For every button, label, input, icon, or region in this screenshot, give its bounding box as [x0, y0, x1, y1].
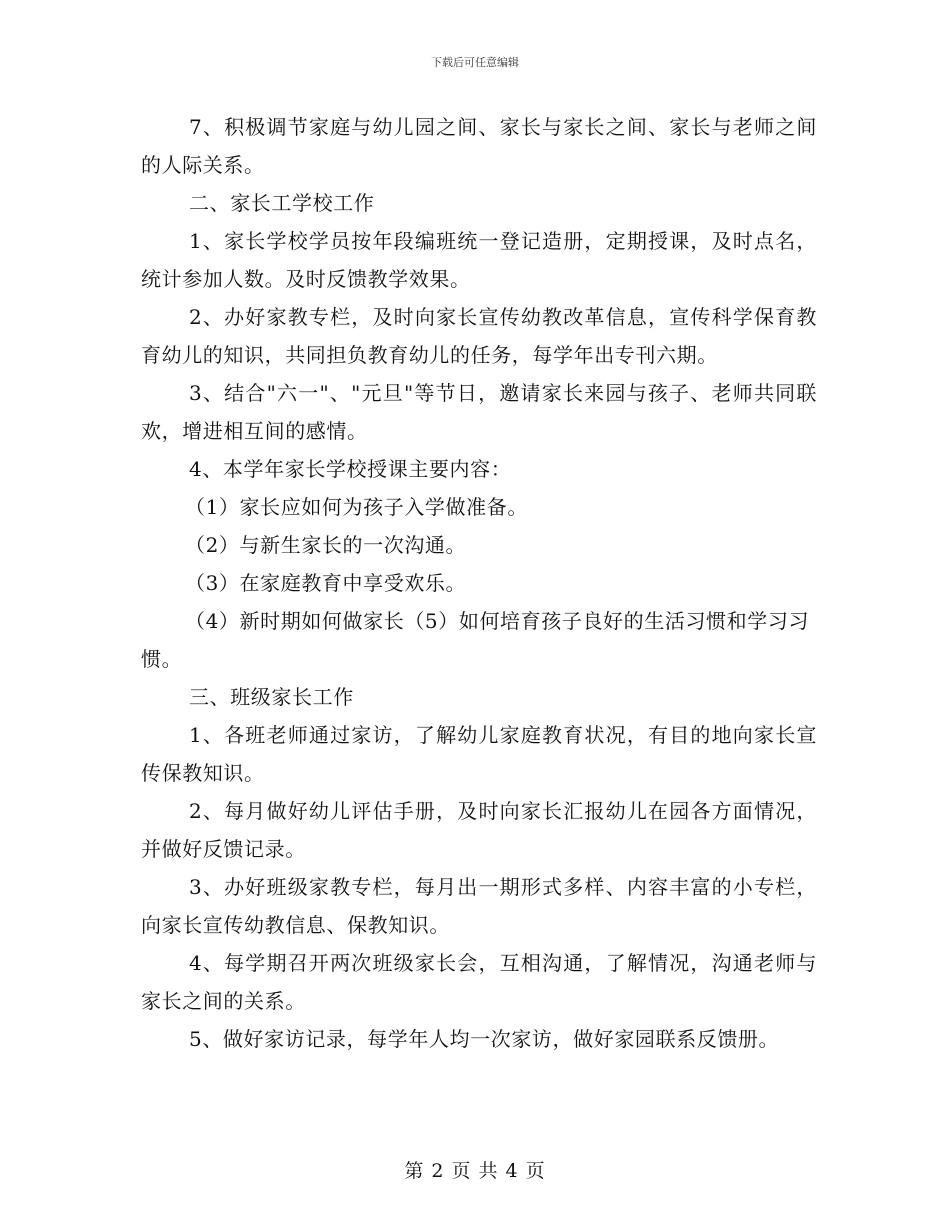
sub-item-1: （1）家长应如何为孩子入学做准备。: [185, 495, 528, 519]
paragraph-class-1: 1、各班老师通过家访，了解幼儿家庭教育状况，有目的地向家长宣传保教知识。: [141, 723, 817, 785]
paragraph-school-3: 3、结合"六一"、"元旦"等节日，邀请家长来园与孩子、老师共同联欢，增进相互间的感情。: [141, 381, 817, 443]
paragraph-class-4: 4、每学期召开两次班级家长会，互相沟通，了解情况，沟通老师与家长之间的关系。: [141, 951, 817, 1013]
sub-item-2: （2）与新生家长的一次沟通。: [185, 533, 467, 557]
section-heading-parents-school: 二、家长工学校工作: [189, 191, 375, 215]
paragraph-school-4: 4、本学年家长学校授课主要内容：: [189, 457, 512, 481]
sub-item-4-5: （4）新时期如何做家长（5）如何培育孩子良好的生活习惯和学习习惯。: [141, 609, 810, 671]
section-heading-class-parents: 三、班级家长工作: [189, 685, 354, 709]
paragraph-class-5: 5、做好家访记录，每学年人均一次家访，做好家园联系反馈册。: [189, 1027, 780, 1051]
document-body: [141, 108, 817, 1058]
page-number: 第 2 页 共 4 页: [404, 1160, 546, 1182]
paragraph-class-2: 2、每月做好幼儿评估手册，及时向家长汇报幼儿在园各方面情况，并做好反馈记录。: [141, 799, 817, 861]
sub-item-3: （3）在家庭教育中享受欢乐。: [185, 571, 467, 595]
paragraph-class-3: 3、办好班级家教专栏，每月出一期形式多样、内容丰富的小专栏，向家长宣传幼教信息、保教知识。: [141, 875, 817, 937]
paragraph-item-7: 7、积极调节家庭与幼儿园之间、家长与家长之间、家长与老师之间的人际关系。: [141, 115, 817, 177]
page-header: 下载后可任意编辑: [431, 56, 519, 69]
paragraph-school-2: 2、办好家教专栏，及时向家长宣传幼教改革信息，宣传科学保育教育幼儿的知识，共同担负教育幼儿的任务，每学年出专刊六期。: [141, 305, 817, 367]
paragraph-school-1: 1、家长学校学员按年段编班统一登记造册，定期授课，及时点名，统计参加人数。及时反馈教学效果。: [141, 229, 817, 291]
